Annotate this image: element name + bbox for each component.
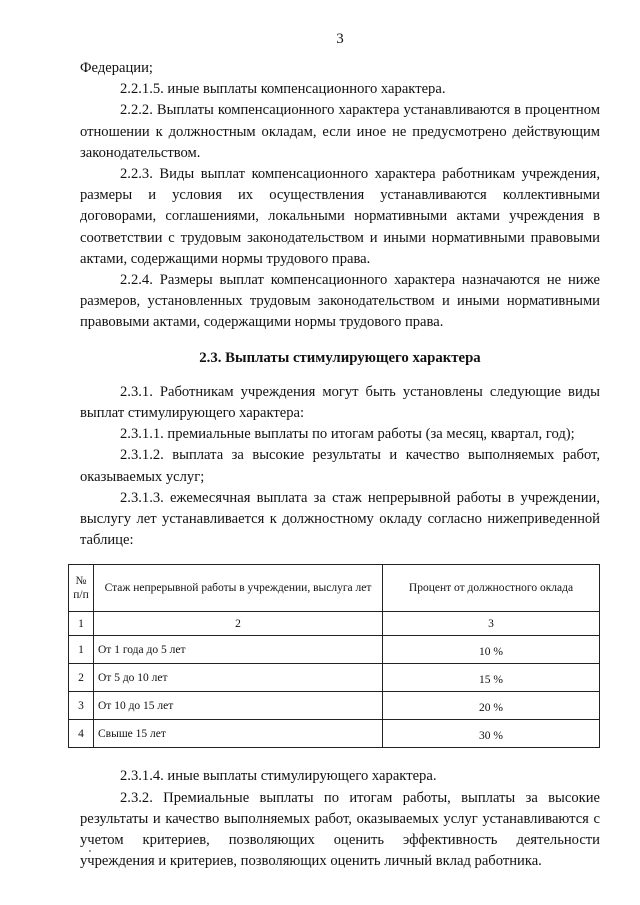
table-column-number-row xyxy=(69,612,600,636)
paragraph: Федерации; xyxy=(80,60,153,76)
table-cell: 1 xyxy=(69,636,94,664)
paragraph: 2.2.2. Выплаты компенсационного характера устанавливаются в процентном отношении к должностным окладам, если иное не предусмотрено действующим законодательством. xyxy=(80,102,600,161)
document-body xyxy=(73,58,600,872)
table-cell: 2 xyxy=(94,612,383,636)
paragraph: 2.2.4. Размеры выплат компенсационного характера назначаются не ниже размеров, установленных трудовым законодательством и иными нормативными правовыми актами, содержащими нормы трудового права. xyxy=(80,272,600,331)
table-header-cell: № п/п xyxy=(69,565,94,612)
scan-speck xyxy=(89,850,91,852)
paragraph: 2.3.1.3. ежемесячная выплата за стаж непрерывной работы в учреждении, выслугу лет устанавливается к должностному окладу согласно нижеприведенной таблице: xyxy=(80,489,600,549)
table-header-row xyxy=(69,565,600,612)
table-cell: 3 xyxy=(69,692,94,720)
table-cell: 2 xyxy=(69,664,94,692)
table-cell: От 5 до 10 лет xyxy=(94,664,383,692)
table-cell: Свыше 15 лет xyxy=(94,720,383,748)
paragraph: 2.3.1.1. премиальные выплаты по итогам работы (за месяц, квартал, год); xyxy=(120,426,575,443)
table-cell: 15 % xyxy=(383,664,600,692)
paragraph: 2.2.1.5. иные выплаты компенсационного характера. xyxy=(120,81,446,98)
paragraph: 2.2.3. Виды выплат компенсационного характера работникам учреждения, размеры и условия их осуществления устанавливаются коллективными договорами, соглашениями, локальными нормативными актами учреждения в соответствии с трудовым законодательством и иными нормативными правовыми актами, содержащими нормы трудового права. xyxy=(80,166,600,267)
table-row xyxy=(69,720,600,748)
table-cell: 30 % xyxy=(383,720,600,748)
table-cell: 20 % xyxy=(383,692,600,720)
table-cell: 10 % xyxy=(383,636,600,664)
table-cell: 3 xyxy=(383,612,600,636)
table-cell: От 1 года до 5 лет xyxy=(94,636,383,664)
table-cell: От 10 до 15 лет xyxy=(94,692,383,720)
table-row xyxy=(69,664,600,692)
table-cell: 4 xyxy=(69,720,94,748)
table-header-cell: Стаж непрерывной работы в учреждении, выслуга лет xyxy=(94,565,383,612)
paragraph: 2.3.1.2. выплата за высокие результаты и качество выполняемых работ, оказываемых услуг; xyxy=(80,447,600,485)
page-number: 3 xyxy=(336,31,344,47)
table-row xyxy=(69,692,600,720)
paragraph: 2.3.1. Работникам учреждения могут быть установлены следующие виды выплат стимулирующего характера: xyxy=(80,383,600,422)
paragraph: 2.3.1.4. иные выплаты стимулирующего характера. xyxy=(120,768,437,785)
table-cell: 1 xyxy=(69,612,94,636)
seniority-table xyxy=(68,564,600,748)
section-heading: 2.3. Выплаты стимулирующего характера xyxy=(199,349,481,366)
table-row xyxy=(69,636,600,664)
table-header-cell: Процент от должностного оклада xyxy=(383,565,600,612)
paragraph: 2.3.2. Премиальные выплаты по итогам работы, выплаты за высокие результаты и качество выполняемых работ, оказываемых услуг устанавливаются с учетом критериев, позволяющих оценить эффективность деятельности учреждения и критериев, позволяющих оценить личный вклад работника. xyxy=(80,789,600,870)
